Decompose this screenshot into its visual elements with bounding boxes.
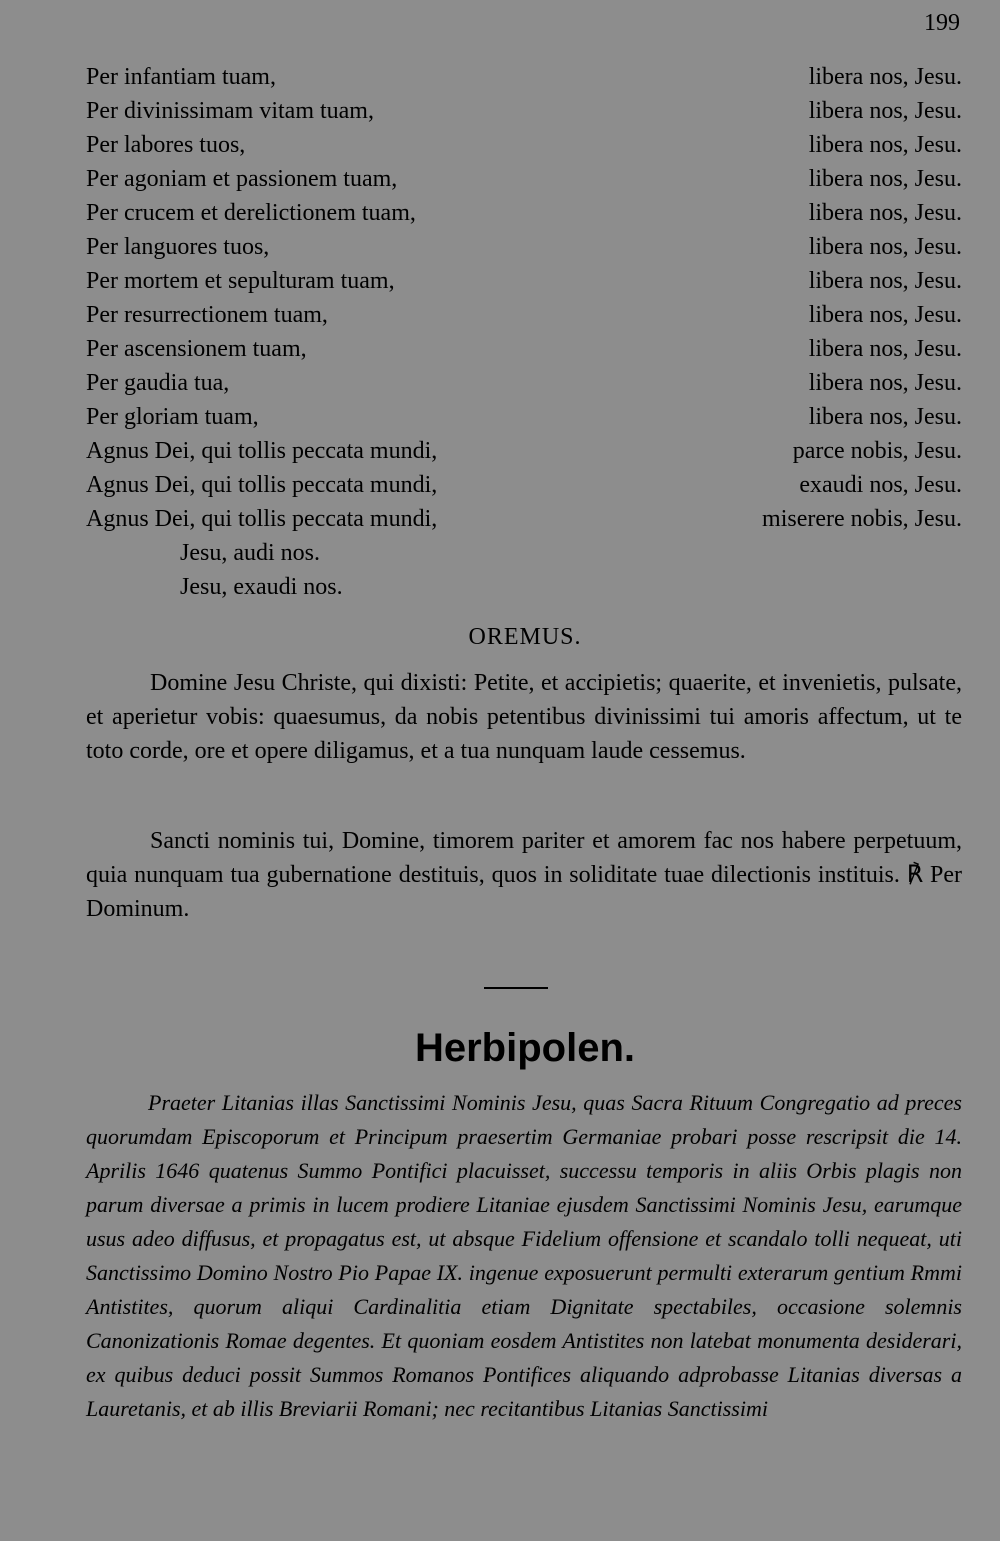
litany-row <box>86 230 962 264</box>
litany-response: libera nos, Jesu. <box>808 336 962 362</box>
litany-row <box>86 298 962 332</box>
intro-paragraph: Praeter Litanias illas Sanctissimi Nominis Jesu, quas Sacra Rituum Congregatio ad preces quorumdam Episcoporum et Principum praesertim Germaniae probari posse rescripsit die 14. Aprilis 1646 quatenus Summo Pontifici placuisset, successu temporis in aliis Orbis plagis non parum diversae a primis in lucem prodiere Litaniae ejusdem Sanctissimi Nominis Jesu, earumque usus adeo diffusus, et propagatus est, ut absque Fidelium offensione et scandalo tolli nequeat, uti Sanctissimo Domino Nostro Pio Papae IX. ingenue exposuerunt permulti exterarum gentium Rmmi Antistites, quorum aliqui Cardinalitia etiam Dignitate spectabiles, occasione solemnis Canonizationis Romae degentes. Et quoniam eosdem Antistites non latebat monumenta desiderari, ex quibus deduci possit Summos Romanos Pontifices aliquando adprobasse Litanias diversas a Lauretanis, et ab illis Breviarii Romani; nec recitantibus Litanias Sanctissimi <box>86 1090 962 1421</box>
litany-row <box>86 332 962 366</box>
prayer-paragraph: Sancti nominis tui, Domine, timorem pariter et amorem fac nos habere perpetuum, quia nunquam tua gubernatione destituis, quos in soliditate tuae dilectionis instituis. ℟ Per Dominum. <box>86 828 962 922</box>
litany-row <box>86 94 962 128</box>
litany-row <box>86 128 962 162</box>
litany-invocation: Per crucem et derelictionem tuam, <box>86 200 416 226</box>
litany-response: libera nos, Jesu. <box>808 268 962 294</box>
page-number: 199 <box>924 10 960 36</box>
section-title: Herbipolen. <box>414 1026 636 1070</box>
litany-invocation: Per divinissimam vitam tuam, <box>86 98 374 124</box>
litany-row <box>86 60 962 94</box>
litany-invocation: Per ascensionem tuam, <box>86 336 307 362</box>
litany-row <box>86 536 962 570</box>
litany-response: libera nos, Jesu. <box>808 404 962 430</box>
litany-invocation: Jesu, exaudi nos. <box>180 574 343 600</box>
litany-response: libera nos, Jesu. <box>808 64 962 90</box>
litany-invocation: Jesu, audi nos. <box>180 540 320 566</box>
litany-response: libera nos, Jesu. <box>808 234 962 260</box>
litany-invocation: Per mortem et sepulturam tuam, <box>86 268 395 294</box>
litany-invocation: Per resurrectionem tuam, <box>86 302 328 328</box>
section-divider <box>484 987 548 989</box>
litany-row <box>86 434 962 468</box>
litany-invocation: Per agoniam et passionem tuam, <box>86 166 398 192</box>
litany-invocation: Agnus Dei, qui tollis peccata mundi, <box>86 438 438 464</box>
litany-row <box>86 264 962 298</box>
litany-row <box>86 502 962 536</box>
litany-row <box>86 400 962 434</box>
oremus-heading: OREMUS. <box>468 624 582 650</box>
litany-row <box>86 468 962 502</box>
prayer-paragraph: Domine Jesu Christe, qui dixisti: Petite, et accipietis; quaerite, et invenietis, pulsate, et aperietur vobis: quaesumus, da nobis petentibus divinissimi tui amoris affectum, ut te toto corde, ore et opere diligamus, et a tua nunquam laude cessemus. <box>86 670 962 764</box>
litany-invocation: Per gloriam tuam, <box>86 404 259 430</box>
litany-response: miserere nobis, Jesu. <box>762 506 962 532</box>
litany-response: parce nobis, Jesu. <box>792 438 962 464</box>
litany-response: exaudi nos, Jesu. <box>799 472 962 498</box>
litany-row <box>86 570 962 604</box>
litany-response: libera nos, Jesu. <box>808 370 962 396</box>
litany-response: libera nos, Jesu. <box>808 132 962 158</box>
litany-response: libera nos, Jesu. <box>808 302 962 328</box>
litany-row <box>86 196 962 230</box>
litany-invocation: Per labores tuos, <box>86 132 246 158</box>
litany-response: libera nos, Jesu. <box>808 200 962 226</box>
litany-invocation: Per infantiam tuam, <box>86 64 276 90</box>
litany-response: libera nos, Jesu. <box>808 166 962 192</box>
litany-invocation: Agnus Dei, qui tollis peccata mundi, <box>86 506 438 532</box>
litany-invocation: Per languores tuos, <box>86 234 270 260</box>
litany-invocation: Agnus Dei, qui tollis peccata mundi, <box>86 472 438 498</box>
litany-row <box>86 366 962 400</box>
litany-response: libera nos, Jesu. <box>808 98 962 124</box>
litany-row <box>86 162 962 196</box>
litany-list <box>86 60 962 604</box>
litany-invocation: Per gaudia tua, <box>86 370 230 396</box>
